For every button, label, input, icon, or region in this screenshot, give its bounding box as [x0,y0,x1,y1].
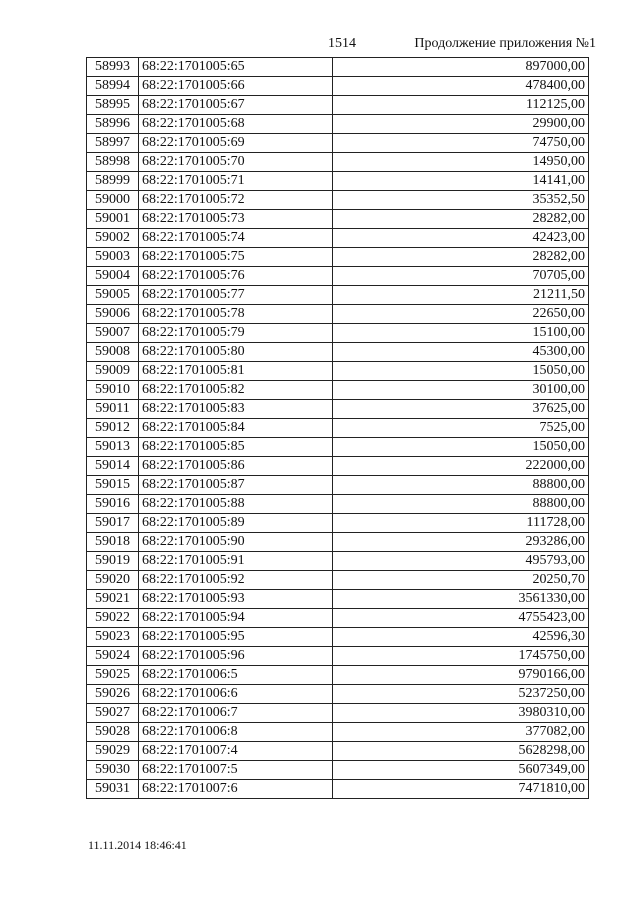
table-row [87,761,589,780]
row-number-cell: 59008 [87,343,139,362]
value-cell: 9790166,00 [333,666,589,685]
value-cell: 495793,00 [333,552,589,571]
value-cell: 15050,00 [333,362,589,381]
table-row [87,96,589,115]
value-cell: 88800,00 [333,476,589,495]
table-row [87,628,589,647]
table-row [87,780,589,799]
row-number-cell: 59017 [87,514,139,533]
table-row [87,723,589,742]
table-row [87,609,589,628]
value-cell: 22650,00 [333,305,589,324]
value-cell: 14141,00 [333,172,589,191]
row-number-cell: 59018 [87,533,139,552]
cadastral-number-cell: 68:22:1701005:81 [139,362,333,381]
value-cell: 70705,00 [333,267,589,286]
cadastral-number-cell: 68:22:1701005:90 [139,533,333,552]
cadastral-number-cell: 68:22:1701005:79 [139,324,333,343]
cadastral-number-cell: 68:22:1701007:4 [139,742,333,761]
row-number-cell: 58998 [87,153,139,172]
appendix-title: Продолжение приложения №1 [414,36,596,51]
table-row [87,514,589,533]
value-cell: 21211,50 [333,286,589,305]
cadastral-number-cell: 68:22:1701007:5 [139,761,333,780]
table-row [87,267,589,286]
table-row [87,191,589,210]
value-cell: 5628298,00 [333,742,589,761]
row-number-cell: 59012 [87,419,139,438]
cadastral-number-cell: 68:22:1701005:66 [139,77,333,96]
value-cell: 3561330,00 [333,590,589,609]
row-number-cell: 59031 [87,780,139,799]
table-row [87,400,589,419]
table-row [87,495,589,514]
row-number-cell: 59027 [87,704,139,723]
row-number-cell: 59011 [87,400,139,419]
row-number-cell: 58999 [87,172,139,191]
value-cell: 28282,00 [333,210,589,229]
row-number-cell: 59022 [87,609,139,628]
value-cell: 293286,00 [333,533,589,552]
row-number-cell: 59004 [87,267,139,286]
row-number-cell: 59006 [87,305,139,324]
cadastral-number-cell: 68:22:1701005:70 [139,153,333,172]
table-row [87,172,589,191]
row-number-cell: 59023 [87,628,139,647]
row-number-cell: 59010 [87,381,139,400]
value-cell: 14950,00 [333,153,589,172]
value-cell: 42423,00 [333,229,589,248]
row-number-cell: 59029 [87,742,139,761]
value-cell: 7525,00 [333,419,589,438]
row-number-cell: 58994 [87,77,139,96]
table-row [87,286,589,305]
cadastral-number-cell: 68:22:1701005:94 [139,609,333,628]
table-row [87,115,589,134]
cadastral-number-cell: 68:22:1701005:93 [139,590,333,609]
row-number-cell: 58993 [87,58,139,77]
value-cell: 29900,00 [333,115,589,134]
cadastral-number-cell: 68:22:1701006:5 [139,666,333,685]
cadastral-number-cell: 68:22:1701005:76 [139,267,333,286]
value-cell: 5237250,00 [333,685,589,704]
value-cell: 112125,00 [333,96,589,115]
cadastral-number-cell: 68:22:1701005:77 [139,286,333,305]
cadastral-number-cell: 68:22:1701006:8 [139,723,333,742]
table-row [87,742,589,761]
cadastral-number-cell: 68:22:1701005:96 [139,647,333,666]
table-row [87,58,589,77]
table-row [87,210,589,229]
cadastral-number-cell: 68:22:1701005:85 [139,438,333,457]
row-number-cell: 59001 [87,210,139,229]
row-number-cell: 59000 [87,191,139,210]
cadastral-number-cell: 68:22:1701005:92 [139,571,333,590]
row-number-cell: 59024 [87,647,139,666]
value-cell: 45300,00 [333,343,589,362]
row-number-cell: 59007 [87,324,139,343]
cadastral-number-cell: 68:22:1701005:82 [139,381,333,400]
cadastral-number-cell: 68:22:1701005:68 [139,115,333,134]
cadastral-number-cell: 68:22:1701005:71 [139,172,333,191]
registry-table-body [87,58,589,799]
registry-table [86,57,589,799]
table-row [87,381,589,400]
row-number-cell: 59013 [87,438,139,457]
value-cell: 15050,00 [333,438,589,457]
cadastral-number-cell: 68:22:1701005:88 [139,495,333,514]
table-row [87,248,589,267]
table-row [87,533,589,552]
row-number-cell: 58995 [87,96,139,115]
row-number-cell: 59016 [87,495,139,514]
value-cell: 28282,00 [333,248,589,267]
cadastral-number-cell: 68:22:1701005:75 [139,248,333,267]
table-row [87,571,589,590]
cadastral-number-cell: 68:22:1701005:84 [139,419,333,438]
table-row [87,324,589,343]
value-cell: 1745750,00 [333,647,589,666]
cadastral-number-cell: 68:22:1701007:6 [139,780,333,799]
row-number-cell: 59025 [87,666,139,685]
row-number-cell: 59002 [87,229,139,248]
cadastral-number-cell: 68:22:1701005:80 [139,343,333,362]
table-row [87,438,589,457]
table-row [87,419,589,438]
value-cell: 42596,30 [333,628,589,647]
cadastral-number-cell: 68:22:1701005:72 [139,191,333,210]
cadastral-number-cell: 68:22:1701005:86 [139,457,333,476]
value-cell: 37625,00 [333,400,589,419]
row-number-cell: 58997 [87,134,139,153]
row-number-cell: 59030 [87,761,139,780]
table-row [87,552,589,571]
value-cell: 111728,00 [333,514,589,533]
row-number-cell: 59021 [87,590,139,609]
cadastral-number-cell: 68:22:1701005:95 [139,628,333,647]
value-cell: 74750,00 [333,134,589,153]
cadastral-number-cell: 68:22:1701006:7 [139,704,333,723]
cadastral-number-cell: 68:22:1701005:69 [139,134,333,153]
print-timestamp: 11.11.2014 18:46:41 [88,838,187,852]
cadastral-number-cell: 68:22:1701005:83 [139,400,333,419]
cadastral-number-cell: 68:22:1701005:89 [139,514,333,533]
value-cell: 478400,00 [333,77,589,96]
page-number: 1514 [328,36,356,51]
value-cell: 30100,00 [333,381,589,400]
value-cell: 222000,00 [333,457,589,476]
table-row [87,704,589,723]
row-number-cell: 59028 [87,723,139,742]
value-cell: 3980310,00 [333,704,589,723]
table-row [87,666,589,685]
value-cell: 897000,00 [333,58,589,77]
row-number-cell: 59019 [87,552,139,571]
row-number-cell: 59003 [87,248,139,267]
value-cell: 5607349,00 [333,761,589,780]
cadastral-number-cell: 68:22:1701005:74 [139,229,333,248]
cadastral-number-cell: 68:22:1701006:6 [139,685,333,704]
value-cell: 7471810,00 [333,780,589,799]
table-row [87,590,589,609]
row-number-cell: 59020 [87,571,139,590]
cadastral-number-cell: 68:22:1701005:73 [139,210,333,229]
table-row [87,77,589,96]
cadastral-number-cell: 68:22:1701005:65 [139,58,333,77]
table-row [87,647,589,666]
cadastral-number-cell: 68:22:1701005:78 [139,305,333,324]
cadastral-number-cell: 68:22:1701005:87 [139,476,333,495]
table-row [87,685,589,704]
table-row [87,153,589,172]
value-cell: 377082,00 [333,723,589,742]
table-row [87,305,589,324]
value-cell: 88800,00 [333,495,589,514]
table-row [87,229,589,248]
row-number-cell: 59009 [87,362,139,381]
table-row [87,476,589,495]
value-cell: 20250,70 [333,571,589,590]
row-number-cell: 58996 [87,115,139,134]
row-number-cell: 59014 [87,457,139,476]
table-row [87,362,589,381]
row-number-cell: 59015 [87,476,139,495]
row-number-cell: 59005 [87,286,139,305]
cadastral-number-cell: 68:22:1701005:91 [139,552,333,571]
value-cell: 15100,00 [333,324,589,343]
table-row [87,457,589,476]
value-cell: 4755423,00 [333,609,589,628]
value-cell: 35352,50 [333,191,589,210]
table-row [87,134,589,153]
table-row [87,343,589,362]
row-number-cell: 59026 [87,685,139,704]
cadastral-number-cell: 68:22:1701005:67 [139,96,333,115]
